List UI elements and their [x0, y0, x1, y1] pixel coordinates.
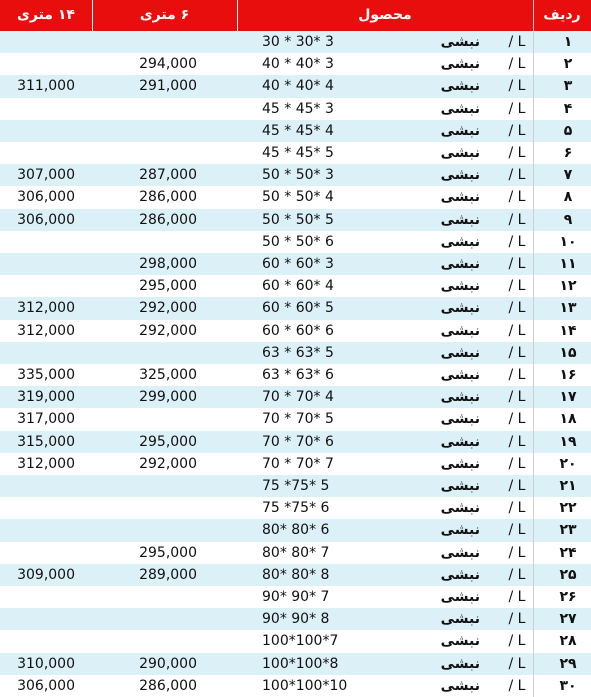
product-spec-cell: 70 * 70* 7	[262, 455, 334, 472]
product-spec-cell: 70 * 70* 6	[262, 433, 334, 450]
price-14m-cell: 306,000	[17, 189, 75, 206]
product-name-cell: نبشی	[440, 677, 480, 694]
table-row	[0, 342, 591, 364]
price-14m-cell: 312,000	[17, 322, 75, 339]
product-type-cell: L /	[508, 455, 526, 472]
product-name-cell: نبشی	[440, 122, 480, 139]
product-spec-cell: 60 * 60* 4	[262, 278, 334, 295]
product-name-cell: نبشی	[440, 566, 480, 583]
header-product: محصول	[358, 7, 412, 23]
product-name-cell: نبشی	[440, 655, 480, 672]
product-spec-cell: 80* 80* 8	[262, 566, 330, 583]
product-type-cell: L /	[508, 34, 526, 50]
product-type-cell: L /	[508, 233, 526, 250]
table-row	[0, 231, 591, 253]
price-14m-cell: 310,000	[17, 655, 75, 672]
table-row	[0, 142, 591, 164]
row-number-cell: ۱۵	[559, 344, 577, 361]
price-14m-cell: 307,000	[17, 167, 75, 184]
row-number-cell: ۲۶	[559, 589, 577, 605]
price-14m-cell: 315,000	[17, 433, 75, 450]
price-6m-cell: 289,000	[139, 566, 197, 583]
row-number-cell: ۱۱	[559, 256, 577, 272]
product-name-cell: نبشی	[440, 411, 480, 428]
price-14m-cell: 306,000	[17, 211, 75, 228]
product-spec-cell: 60 * 60* 3	[262, 256, 334, 272]
product-type-cell: L /	[508, 433, 526, 450]
table-row	[0, 408, 591, 430]
price-6m-cell: 292,000	[139, 300, 197, 317]
product-type-cell: L /	[508, 344, 526, 361]
product-name-cell: نبشی	[440, 233, 480, 250]
product-spec-cell: 63 * 63* 5	[262, 344, 334, 361]
product-spec-cell: 70 * 70* 4	[262, 389, 334, 406]
product-type-cell: L /	[508, 389, 526, 406]
product-spec-cell: 40 * 40* 3	[262, 56, 334, 73]
product-spec-cell: 50 * 50* 4	[262, 189, 334, 206]
product-spec-cell: 45 * 45* 4	[262, 122, 334, 139]
price-6m-cell: 291,000	[139, 78, 197, 95]
table-row	[0, 453, 591, 475]
column-divider	[533, 0, 534, 697]
price-14m-cell: 335,000	[17, 367, 75, 383]
product-type-cell: L /	[508, 256, 526, 272]
product-type-cell: L /	[508, 145, 526, 161]
product-name-cell: نبشی	[440, 34, 480, 50]
product-name-cell: نبشی	[440, 278, 480, 295]
price-6m-cell: 292,000	[139, 455, 197, 472]
product-spec-cell: 50 * 50* 5	[262, 211, 334, 228]
row-number-cell: ۱۷	[559, 389, 577, 406]
row-number-cell: ۲۸	[559, 633, 577, 650]
price-6m-cell: 294,000	[139, 56, 197, 73]
product-spec-cell: 100*100*8	[262, 655, 339, 672]
price-6m-cell: 286,000	[139, 677, 197, 694]
row-number-cell: ۳	[563, 78, 573, 95]
price-6m-cell: 295,000	[139, 544, 197, 561]
product-name-cell: نبشی	[440, 256, 480, 272]
row-number-cell: ۲۷	[559, 611, 577, 628]
price-6m-cell: 299,000	[139, 389, 197, 406]
row-number-cell: ۷	[563, 167, 573, 184]
product-type-cell: L /	[508, 56, 526, 73]
product-type-cell: L /	[508, 522, 526, 539]
price-6m-cell: 295,000	[139, 278, 197, 295]
product-spec-cell: 70 * 70* 5	[262, 411, 334, 428]
price-6m-cell: 325,000	[139, 367, 197, 383]
product-type-cell: L /	[508, 589, 526, 605]
header-row-number: ردیف	[543, 7, 581, 23]
table-row	[0, 186, 591, 208]
table-row	[0, 653, 591, 675]
product-spec-cell: 63 * 63* 6	[262, 367, 334, 383]
row-number-cell: ۱	[563, 34, 573, 50]
product-name-cell: نبشی	[440, 78, 480, 95]
row-number-cell: ۱۴	[559, 322, 577, 339]
row-number-cell: ۲۳	[559, 522, 577, 539]
price-14m-cell: 312,000	[17, 300, 75, 317]
table-row	[0, 31, 591, 53]
product-type-cell: L /	[508, 122, 526, 139]
product-type-cell: L /	[508, 633, 526, 650]
product-type-cell: L /	[508, 211, 526, 228]
table-row	[0, 320, 591, 342]
product-name-cell: نبشی	[440, 56, 480, 73]
product-spec-cell: 80* 80* 6	[262, 522, 330, 539]
product-name-cell: نبشی	[440, 589, 480, 605]
product-name-cell: نبشی	[440, 344, 480, 361]
product-type-cell: L /	[508, 478, 526, 494]
product-name-cell: نبشی	[440, 522, 480, 539]
product-spec-cell: 50 * 50* 3	[262, 167, 334, 184]
product-name-cell: نبشی	[440, 300, 480, 317]
table-row	[0, 630, 591, 652]
table-row	[0, 519, 591, 541]
row-number-cell: ۹	[563, 211, 573, 228]
table-header	[0, 0, 591, 31]
product-spec-cell: 30 * 30* 3	[262, 34, 334, 50]
product-name-cell: نبشی	[440, 100, 480, 117]
product-type-cell: L /	[508, 677, 526, 694]
price-6m-cell: 287,000	[139, 167, 197, 184]
row-number-cell: ۲۱	[559, 478, 577, 494]
product-type-cell: L /	[508, 100, 526, 117]
product-type-cell: L /	[508, 500, 526, 517]
table-row	[0, 431, 591, 453]
header-14m: ۱۴ متری	[17, 7, 75, 23]
product-type-cell: L /	[508, 167, 526, 184]
row-number-cell: ۸	[563, 189, 573, 206]
product-spec-cell: 100*100*7	[262, 633, 339, 650]
row-number-cell: ۱۹	[559, 433, 577, 450]
product-spec-cell: 60 * 60* 6	[262, 322, 334, 339]
product-type-cell: L /	[508, 278, 526, 295]
product-name-cell: نبشی	[440, 367, 480, 383]
product-name-cell: نبشی	[440, 145, 480, 161]
price-14m-cell: 319,000	[17, 389, 75, 406]
row-number-cell: ۱۲	[559, 278, 577, 295]
row-number-cell: ۴	[563, 100, 573, 117]
price-6m-cell: 295,000	[139, 433, 197, 450]
header-divider	[92, 0, 93, 31]
product-spec-cell: 60 * 60* 5	[262, 300, 334, 317]
product-name-cell: نبشی	[440, 478, 480, 494]
price-6m-cell: 286,000	[139, 211, 197, 228]
table-row	[0, 98, 591, 120]
table-row	[0, 209, 591, 231]
product-spec-cell: 75 *75* 5	[262, 478, 330, 494]
table-row	[0, 164, 591, 186]
product-spec-cell: 45 * 45* 5	[262, 145, 334, 161]
row-number-cell: ۲۵	[559, 566, 577, 583]
row-number-cell: ۳۰	[559, 677, 577, 694]
product-type-cell: L /	[508, 367, 526, 383]
table-row	[0, 364, 591, 386]
product-type-cell: L /	[508, 655, 526, 672]
row-number-cell: ۲	[563, 56, 573, 73]
product-name-cell: نبشی	[440, 167, 480, 184]
row-number-cell: ۲۰	[559, 455, 577, 472]
product-type-cell: L /	[508, 411, 526, 428]
product-name-cell: نبشی	[440, 189, 480, 206]
table-row	[0, 75, 591, 97]
price-6m-cell: 290,000	[139, 655, 197, 672]
product-type-cell: L /	[508, 322, 526, 339]
table-row	[0, 275, 591, 297]
table-row	[0, 475, 591, 497]
product-spec-cell: 90* 90* 7	[262, 589, 330, 605]
price-6m-cell: 292,000	[139, 322, 197, 339]
product-type-cell: L /	[508, 78, 526, 95]
table-row	[0, 497, 591, 519]
header-6m: ۶ متری	[139, 7, 190, 23]
product-name-cell: نبشی	[440, 322, 480, 339]
row-number-cell: ۱۰	[559, 233, 577, 250]
row-number-cell: ۲۹	[559, 655, 577, 672]
row-number-cell: ۲۴	[559, 544, 577, 561]
product-name-cell: نبشی	[440, 433, 480, 450]
row-number-cell: ۱۶	[559, 367, 577, 383]
product-spec-cell: 80* 80* 7	[262, 544, 330, 561]
table-row	[0, 386, 591, 408]
row-number-cell: ۲۲	[559, 500, 577, 517]
row-number-cell: ۱۳	[559, 300, 577, 317]
product-type-cell: L /	[508, 611, 526, 628]
product-name-cell: نبشی	[440, 211, 480, 228]
price-14m-cell: 306,000	[17, 677, 75, 694]
product-name-cell: نبشی	[440, 544, 480, 561]
row-number-cell: ۵	[563, 122, 573, 139]
product-spec-cell: 100*100*10	[262, 677, 348, 694]
product-name-cell: نبشی	[440, 500, 480, 517]
product-type-cell: L /	[508, 300, 526, 317]
product-spec-cell: 40 * 40* 4	[262, 78, 334, 95]
product-spec-cell: 45 * 45* 3	[262, 100, 334, 117]
product-type-cell: L /	[508, 189, 526, 206]
product-spec-cell: 50 * 50* 6	[262, 233, 334, 250]
table-row	[0, 253, 591, 275]
header-divider	[237, 0, 238, 31]
product-name-cell: نبشی	[440, 633, 480, 650]
table-row	[0, 675, 591, 697]
row-number-cell: ۶	[563, 145, 573, 161]
price-14m-cell: 311,000	[17, 78, 75, 95]
price-6m-cell: 286,000	[139, 189, 197, 206]
product-name-cell: نبشی	[440, 389, 480, 406]
product-name-cell: نبشی	[440, 611, 480, 628]
table-row	[0, 564, 591, 586]
price-14m-cell: 309,000	[17, 566, 75, 583]
table-row	[0, 608, 591, 630]
product-spec-cell: 75 *75* 6	[262, 500, 330, 517]
table-row	[0, 120, 591, 142]
price-14m-cell: 317,000	[17, 411, 75, 428]
table-row	[0, 586, 591, 608]
price-14m-cell: 312,000	[17, 455, 75, 472]
product-type-cell: L /	[508, 544, 526, 561]
price-6m-cell: 298,000	[139, 256, 197, 272]
table-row	[0, 542, 591, 564]
product-type-cell: L /	[508, 566, 526, 583]
table-row	[0, 297, 591, 319]
product-spec-cell: 90* 90* 8	[262, 611, 330, 628]
product-name-cell: نبشی	[440, 455, 480, 472]
table-row	[0, 53, 591, 75]
row-number-cell: ۱۸	[559, 411, 577, 428]
